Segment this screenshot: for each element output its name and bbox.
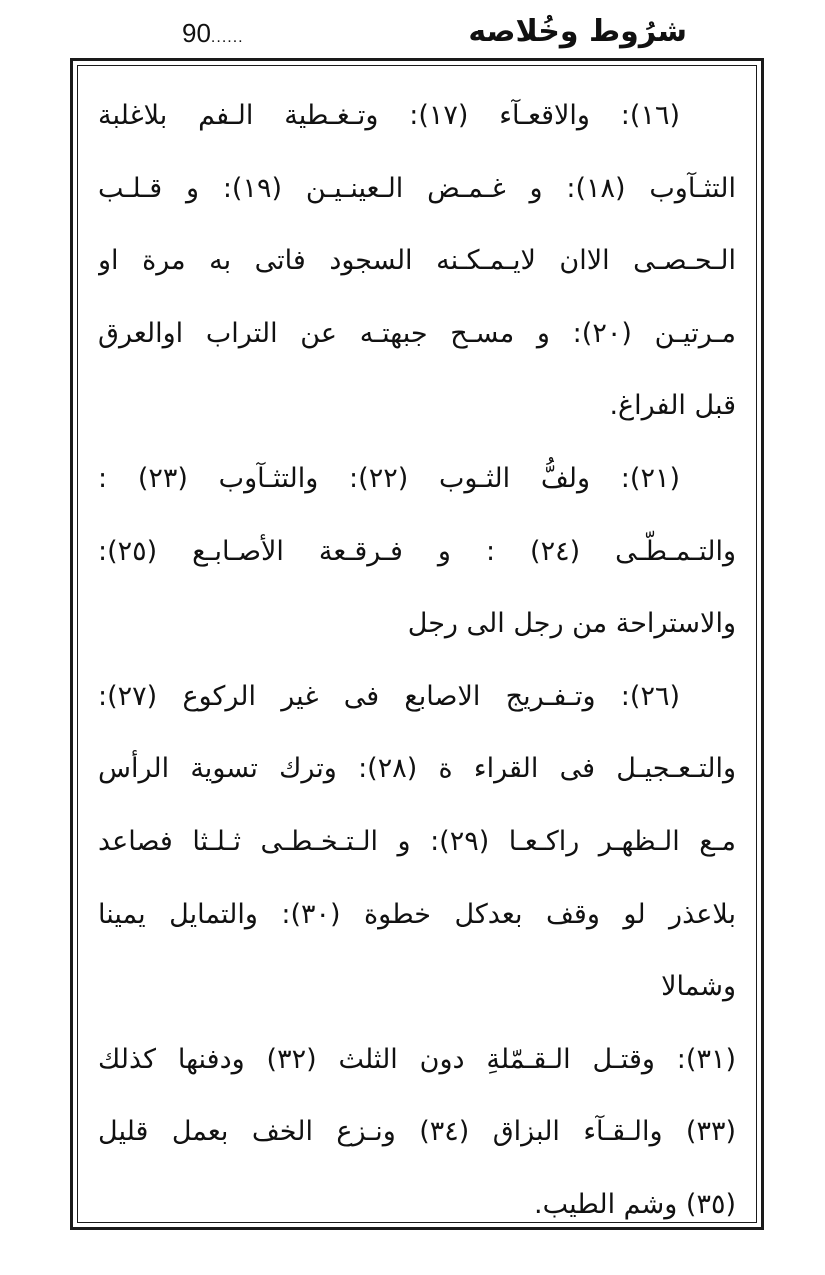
- text-line: (١٦): والاقعـآء (١٧): وتـغـطية الـفم بلاغلبة: [98, 100, 680, 131]
- text-line: التثـآوب (١٨): و غـمـض الـعينـيـن (١٩): و قـلـب: [98, 172, 736, 204]
- text-line: (٢٦): وتـفـريج الاصابع فى غير الركوع (٢٧):: [98, 680, 680, 712]
- text-line: والتـمـطّـى (٢٤) : و فـرقـعة الأصـابـع (٢٥):: [98, 535, 736, 567]
- text-line: مـع الـظهـر راكـعـا (٢٩): و الـتـخـطـى ثـلـثا فصاعد: [98, 825, 736, 857]
- text-line: (٢١): ولفُّ الثـوب (٢٢): والتثـآوب (٢٣) :: [98, 462, 681, 494]
- text-line: (٣٣) والـقـآء البزاق (٣٤) ونـزع الخف بعمل قليل: [98, 1116, 736, 1148]
- page-number: [182, 18, 244, 49]
- paragraph: [98, 443, 736, 661]
- text-line: (٣٥) وشم الطيب.: [533, 1188, 736, 1220]
- text-line: الـحـصـى الاان لايـمـكـنه السجود فاتى به مرة او: [98, 245, 736, 277]
- text-line: وشمالا: [661, 971, 736, 1003]
- text-line: قبل الفراغ.: [609, 390, 736, 422]
- text-line: والتـعـجيـل فى القراء ة (٢٨): وترك تسوية الرأس: [98, 753, 736, 785]
- paragraph: [98, 80, 736, 443]
- text-line: مـرتيـن (٢٠): و مسـح جبهتـه عن التراب اوالعرق: [98, 317, 736, 349]
- text-line: بلاعذر لو وقف بعدكل خطوة (٣٠): والتمايل يمينا: [98, 898, 736, 930]
- paragraph: [98, 661, 736, 1024]
- paragraph: [98, 1024, 736, 1242]
- page-number-dots: ......: [210, 29, 244, 46]
- text-body: [98, 80, 736, 1242]
- text-line: (٣١): وقتـل الـقـمّلةِ دون الثلث (٣٢) ودفنها كذلك: [98, 1043, 736, 1075]
- page-number-value: 90: [182, 18, 211, 48]
- running-title: شرُوط وخُلاصه: [468, 14, 687, 49]
- text-line: والاستراحة من رجل الى رجل: [407, 608, 736, 640]
- page-header: [0, 0, 825, 60]
